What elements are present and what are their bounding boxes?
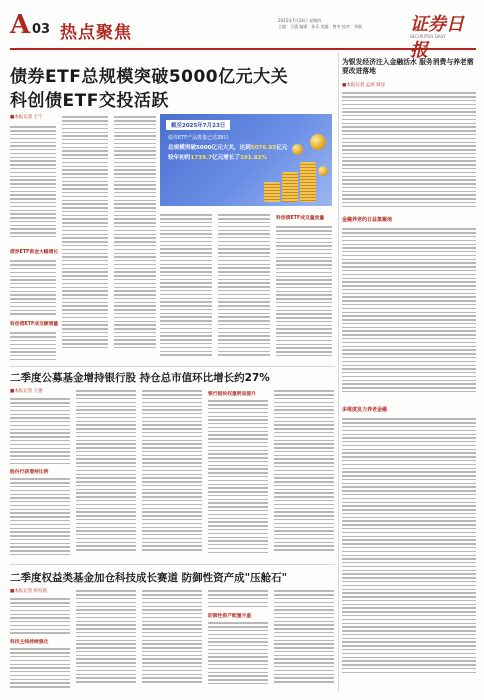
- infographic-line-2-pre: 总规模突破5000亿元大关，达到: [168, 145, 251, 151]
- gold-coin-icon-2: [292, 144, 303, 155]
- right-body-3: [342, 416, 476, 690]
- lead-subhead-3: 科创债ETF成交量放量: [276, 216, 325, 221]
- lead-byline: ■本报记者 王宁: [10, 115, 43, 120]
- article3-subhead-1: 科技主线持续强化: [10, 640, 49, 645]
- page-date: 2025年7月24日 星期四: [278, 18, 322, 23]
- coin-stack-icon-3: [264, 182, 280, 202]
- divider-2: [10, 564, 335, 565]
- article3-headline: 二季度权益类基金加仓科技成长赛道 防御性资产成"压舱石": [10, 572, 288, 584]
- right-column: [342, 52, 476, 692]
- page-header: [10, 4, 476, 61]
- infographic-line-2-post: 亿元: [276, 145, 288, 151]
- coin-stack-icon: [282, 172, 298, 202]
- article2-col-1b: [10, 476, 70, 558]
- lead-body-col-3: [114, 114, 156, 362]
- lead-body-col-6: [276, 224, 332, 362]
- lead-body-col-1c: [10, 330, 56, 362]
- article3-col-3: [142, 588, 202, 690]
- newspaper-logo: 证券日报: [410, 14, 464, 61]
- bond-etf-infographic: [160, 114, 332, 206]
- infographic-total-value: 5076.95: [250, 145, 277, 151]
- lead-body-col-5: [218, 212, 270, 362]
- infographic-line-3: [168, 153, 267, 161]
- page-number: 03: [32, 22, 51, 37]
- right-body-2: [342, 226, 476, 402]
- infographic-line-1: 债券ETF产品数量已达39只: [168, 135, 229, 141]
- article3-col-1b: [10, 646, 70, 690]
- article2-col-2: [76, 388, 136, 558]
- infographic-start-value: 1739.7: [190, 155, 212, 161]
- article3-byline: ■本报记者 彭衍菘: [10, 589, 48, 594]
- article2-col-1: [10, 396, 70, 466]
- main-column: [10, 52, 335, 692]
- right-byline: ■本报记者 孟珂 韩昱: [342, 83, 386, 88]
- lead-body-col-4: [160, 212, 212, 362]
- article3-col-4a: [208, 588, 268, 610]
- page-letter: A: [10, 10, 31, 40]
- page-meta: [278, 18, 408, 30]
- newspaper-logo-sub: SECURITIES DAILY: [410, 34, 446, 39]
- article2-col-4: [208, 398, 268, 558]
- right-headline: 为银发经济注入金融活水 服务消费与养老需要改进落地: [342, 58, 474, 75]
- right-body-1: [342, 90, 476, 212]
- infographic-growth-rate: 191.82%: [239, 155, 268, 161]
- lead-subhead-1: 债券ETF资金大幅增长: [10, 250, 59, 255]
- infographic-line-3-pre: 较年初的: [168, 155, 191, 161]
- article3-col-2: [76, 588, 136, 690]
- lead-headline-1: 债券ETF总规模突破5000亿元大关: [10, 67, 289, 87]
- section-title: 热点聚焦: [60, 23, 132, 43]
- lead-body-col-1: [10, 124, 56, 244]
- article2-subhead-1: 股份行获增持比例: [10, 470, 49, 475]
- article2-byline: ■本报记者 王僖: [10, 389, 43, 394]
- coin-stack-icon-2: [300, 162, 316, 202]
- gold-coin-icon-3: [318, 166, 328, 176]
- article2-headline: 二季度公募基金增持银行股 持仓总市值环比增长约27%: [10, 372, 270, 384]
- lead-headline-2: 科创债ETF交投活跃: [10, 91, 169, 111]
- right-subhead-2: 多维度发力养老金融: [342, 407, 388, 413]
- article2-subhead-2: 银行板块权重明显提升: [208, 392, 256, 397]
- article3-subhead-2: 防御性资产配置升温: [208, 614, 252, 619]
- column-divider: [338, 52, 339, 692]
- article3-col-4: [208, 620, 268, 690]
- article3-col-1: [10, 596, 70, 636]
- infographic-line-3-mid: 亿元增长了: [211, 155, 240, 161]
- lead-body-col-2: [62, 114, 108, 362]
- article3-col-5: [274, 588, 334, 690]
- divider-1: [10, 366, 335, 367]
- article2-col-3: [142, 388, 202, 558]
- infographic-line-2: [168, 143, 287, 151]
- lead-body-col-1b: [10, 258, 56, 318]
- article2-col-5: [274, 388, 334, 558]
- right-subhead-1: 金融养老的日益集聚地: [342, 217, 393, 223]
- lead-subhead-2: 科创债ETF成交额增量: [10, 322, 59, 327]
- page-editors: 主编：王僖 编辑：孙乐 美编：曾冬 校对：刘刚: [278, 24, 362, 29]
- gold-coin-icon: [310, 134, 326, 150]
- infographic-date: 截至2025年7月23日: [166, 120, 230, 130]
